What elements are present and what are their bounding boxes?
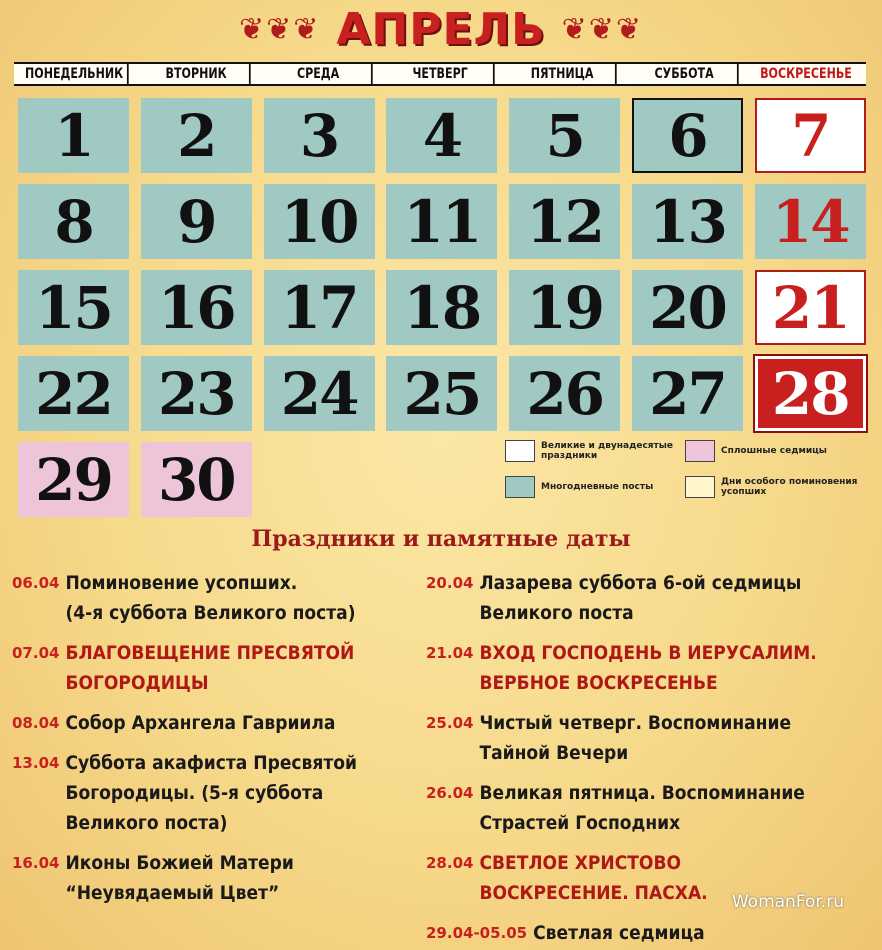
event-date: 13.04 — [12, 754, 60, 772]
weekday-label: ВТОРНИК — [143, 64, 250, 84]
day-cell: 23 — [141, 356, 252, 431]
event-item — [426, 568, 876, 628]
legend-item — [505, 440, 695, 462]
legend-label: Многодневные посты — [541, 482, 654, 492]
event-item — [426, 638, 876, 698]
event-text — [65, 568, 355, 628]
event-line: Светлая седмица — [533, 922, 705, 944]
event-line: (4-я суббота Великого поста) — [65, 602, 356, 624]
event-text — [65, 748, 357, 838]
day-cell: 6 — [632, 98, 743, 173]
day-cell: 7 — [755, 98, 866, 173]
event-text — [479, 708, 791, 768]
day-cell: 3 — [264, 98, 375, 173]
day-cell: 25 — [386, 356, 497, 431]
day-cell: 10 — [264, 184, 375, 259]
weekday-label: ПЯТНИЦА — [509, 64, 616, 84]
day-cell: 22 — [18, 356, 129, 431]
event-line: Чистый четверг. Воспоминание — [479, 712, 792, 734]
event-item — [12, 708, 432, 738]
event-line: Собор Архангела Гавриила — [65, 712, 336, 734]
event-line: СВЕТЛОЕ ХРИСТОВО — [479, 852, 682, 874]
event-item — [426, 918, 876, 948]
day-cell: 18 — [386, 270, 497, 345]
month-title: АПРЕЛЬ — [336, 4, 546, 55]
ornament-right: ❦❦❦ — [561, 12, 644, 47]
event-line: ВХОД ГОСПОДЕНЬ В ИЕРУСАЛИМ. — [479, 642, 817, 664]
event-date: 06.04 — [12, 574, 60, 592]
event-line: БОГОРОДИЦЫ — [65, 672, 209, 694]
day-cell: 16 — [141, 270, 252, 345]
event-item — [12, 568, 432, 628]
event-date: 25.04 — [426, 714, 474, 732]
event-date: 26.04 — [426, 784, 474, 802]
event-line: Поминовение усопших. — [65, 572, 298, 594]
event-date: 28.04 — [426, 854, 474, 872]
event-line: Суббота акафиста Пресвятой — [65, 752, 357, 774]
day-cell: 30 — [141, 442, 252, 517]
event-item — [12, 638, 432, 698]
day-cell: 21 — [755, 270, 866, 345]
event-line: Иконы Божией Матери — [65, 852, 294, 874]
event-line: Великого поста — [479, 602, 634, 624]
event-text — [533, 918, 705, 948]
event-text — [65, 708, 335, 738]
event-line: Богородицы. (5-я суббота — [65, 782, 324, 804]
weekday-label: ЧЕТВЕРГ — [387, 64, 494, 84]
legend-label: Великие и двунадесятые праздники — [541, 441, 674, 461]
event-text — [65, 848, 293, 908]
day-cell: 28 — [755, 356, 866, 431]
legend-swatch-memorial — [685, 476, 715, 498]
event-line: ВОСКРЕСЕНИЕ. ПАСХА. — [479, 882, 708, 904]
day-cell: 19 — [509, 270, 620, 345]
event-line: “Неувядаемый Цвет” — [65, 882, 280, 904]
event-item — [12, 848, 432, 908]
legend-swatch-feast — [505, 440, 535, 462]
legend-label: Дни особого поминовения усопших — [721, 477, 858, 497]
event-line: Лазарева суббота 6-ой седмицы — [479, 572, 802, 594]
day-cell: 26 — [509, 356, 620, 431]
event-item — [426, 708, 876, 768]
weekday-header — [14, 62, 866, 86]
event-line: БЛАГОВЕЩЕНИЕ ПРЕСВЯТОЙ — [65, 642, 355, 664]
day-cell: 2 — [141, 98, 252, 173]
day-cell: 29 — [18, 442, 129, 517]
day-cell: 14 — [755, 184, 866, 259]
event-text — [479, 568, 801, 628]
day-cell: 4 — [386, 98, 497, 173]
events-left — [12, 568, 432, 918]
event-line: Великая пятница. Воспоминание — [479, 782, 805, 804]
day-cell: 11 — [386, 184, 497, 259]
day-cell: 15 — [18, 270, 129, 345]
event-line: Тайной Вечери — [479, 742, 629, 764]
weekday-label-sunday: ВОСКРЕСЕНЬЕ — [760, 66, 852, 82]
event-date: 08.04 — [12, 714, 60, 732]
legend-label: Сплошные седмицы — [721, 446, 827, 456]
day-cell: 17 — [264, 270, 375, 345]
weekday-label: СУББОТА — [631, 64, 738, 84]
day-cell: 24 — [264, 356, 375, 431]
day-cell: 20 — [632, 270, 743, 345]
day-cell: 1 — [18, 98, 129, 173]
weekday-label: СРЕДА — [265, 64, 372, 84]
event-line: ВЕРБНОЕ ВОСКРЕСЕНЬЕ — [479, 672, 718, 694]
day-cell: 5 — [509, 98, 620, 173]
header — [0, 4, 882, 56]
legend-item — [505, 476, 695, 498]
event-date: 16.04 — [12, 854, 60, 872]
event-text — [479, 848, 707, 908]
event-item — [426, 778, 876, 838]
events-title: Праздники и памятные даты — [251, 526, 631, 552]
day-cell: 13 — [632, 184, 743, 259]
legend-item — [685, 476, 875, 498]
day-cell: 12 — [509, 184, 620, 259]
event-text — [65, 638, 354, 698]
event-date: 07.04 — [12, 644, 60, 662]
weekday-label: ПОНЕДЕЛЬНИК — [21, 64, 128, 84]
event-text — [479, 638, 816, 698]
day-cell: 27 — [632, 356, 743, 431]
event-item — [12, 748, 432, 838]
legend-swatch-weeks — [685, 440, 715, 462]
event-date: 29.04-05.05 — [426, 924, 528, 942]
event-line: Страстей Господних — [479, 812, 681, 834]
event-date: 21.04 — [426, 644, 474, 662]
legend-item — [685, 440, 875, 462]
day-cell: 9 — [141, 184, 252, 259]
event-date: 20.04 — [426, 574, 474, 592]
event-line: Великого поста) — [65, 812, 228, 834]
legend — [505, 440, 875, 510]
day-cell: 8 — [18, 184, 129, 259]
ornament-left: ❦❦❦ — [238, 12, 321, 47]
legend-swatch-fasts — [505, 476, 535, 498]
watermark: WomanFor.ru — [731, 892, 844, 912]
event-text — [479, 778, 804, 838]
